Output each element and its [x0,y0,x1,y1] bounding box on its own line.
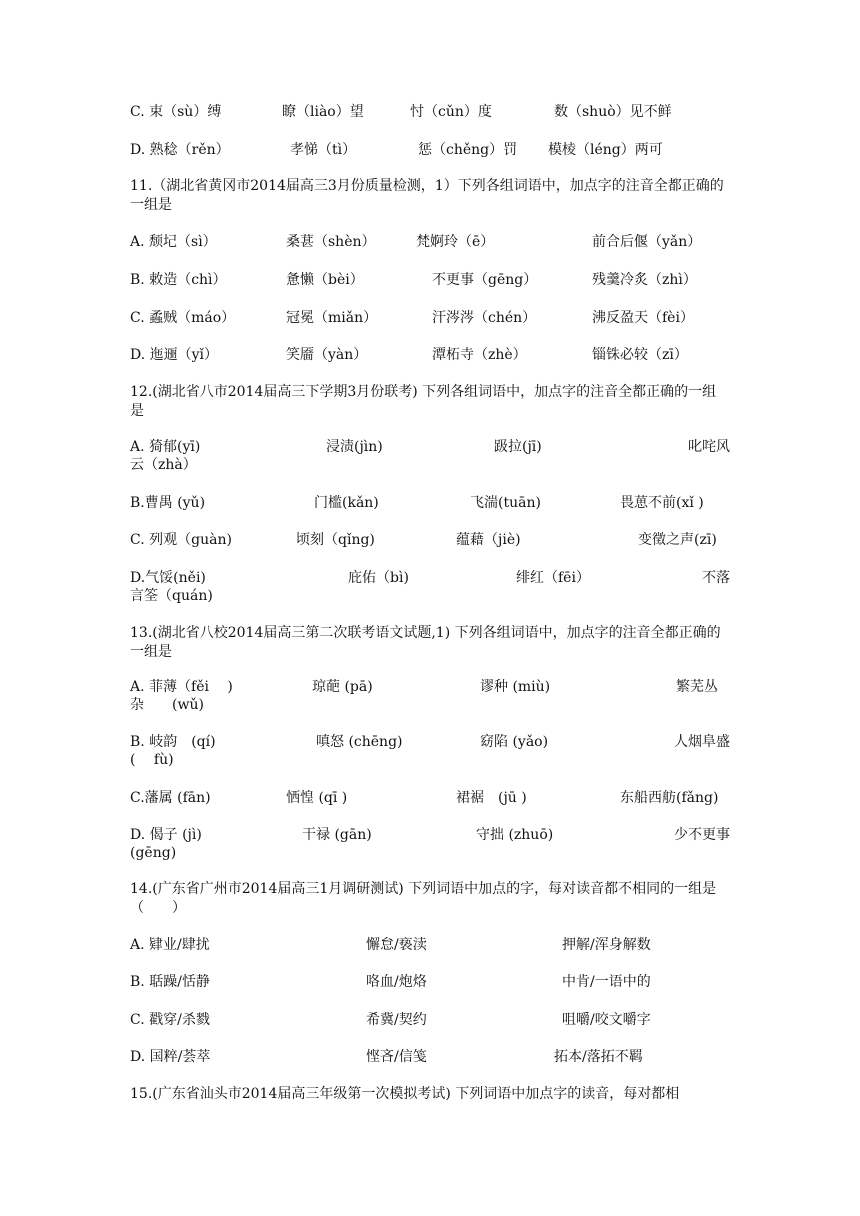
q13-b-3: 窈陷 (yǎo) [480,734,549,750]
q12-d-3: 绯红（fēi） [516,570,590,586]
q11-option-b [130,270,730,290]
q12-b-1: B.曹禺 (yǔ) [130,495,206,511]
q12-option-a [130,438,730,474]
q13-a-2: 琼葩 (pā) [312,679,373,695]
q11-d-3: 潭柘寺（zhè） [432,347,527,363]
q11-d-1: D. 迤逦（yǐ） [130,347,219,363]
q11-c-1: C. 蟊贼（máo） [130,310,236,326]
q12-d-2: 庇佑（bì) [348,570,409,586]
option-c-item-1: C. 束（sù）缚 [130,104,222,120]
q12-c-1: C. 列观（guàn) [130,532,232,548]
q14-a-2: 懈怠/亵渎 [366,937,427,953]
option-d-item-1: D. 熟稔（rěn） [130,142,230,158]
q14-d-1: D. 国粹/荟萃 [130,1049,211,1065]
question-11-title: 11.（湖北省黄冈市2014届高三3月份质量检测，1）下列各组词语中，加点字的注音全都正确的一组是 [130,178,724,213]
q11-option-d [130,345,730,365]
option-c-item-3: 忖（cǔn）度 [410,104,492,120]
q12-a-3: 趿拉(jī) [494,439,542,455]
q11-a-2: 桑葚（shèn） [286,234,376,250]
q12-c-4: 变徵之声(zī) [638,532,717,548]
q13-d-4-cont: (gēng) [130,845,177,861]
q13-b-2: 嗔怒 (chēng) [316,734,403,750]
q13-option-a [130,678,730,714]
option-row-d [130,140,730,160]
q11-c-2: 冠冕（miǎn） [286,310,378,326]
q13-d-4: 少不更事 [674,827,730,843]
q13-b-4-cont: ( fù) [130,752,174,768]
q11-option-c [130,308,730,328]
q13-a-3: 谬种 (miù) [480,679,551,695]
q12-option-b [130,493,730,513]
q11-a-1: A. 颓圮（sì） [130,234,217,250]
q13-option-d [130,826,730,862]
q12-a-4-cont: 云（zhà） [130,457,197,473]
q14-b-2: 咯血/炮烙 [366,974,427,990]
option-row-c [130,102,730,122]
option-d-item-2: 孝悌（tì） [290,142,357,158]
q12-b-2: 门槛(kǎn) [314,495,379,511]
q13-c-4: 东船西舫(fǎng) [620,790,719,806]
q12-option-d [130,569,730,605]
q11-d-2: 笑靥（yàn） [286,347,368,363]
q14-c-2: 希冀/契约 [366,1012,427,1028]
q13-a-4-cont: 杂 (wǔ) [130,697,204,713]
q13-c-2: 恓惶 (qī ) [286,790,348,806]
q13-d-2: 干禄 (gān) [302,827,372,843]
q13-a-4: 繁芜丛 [676,679,718,695]
q11-a-4: 前合后偃（yǎn） [592,234,702,250]
question-15-title: 15.(广东省汕头市2014届高三年级第一次模拟考试) 下列词语中加点字的读音，每对都相 [130,1086,680,1102]
q11-b-3: 不更事（gēng） [432,272,538,288]
q12-b-3: 飞湍(tuān) [470,495,541,511]
q11-c-3: 汗涔涔（chén） [432,310,537,326]
q12-c-3: 蕴藉（jiè) [456,532,521,548]
q12-a-4: 叱咤风 [688,439,730,455]
q14-c-1: C. 戳穿/杀戮 [130,1012,210,1028]
q14-a-3: 押解/浑身解数 [562,937,651,953]
q12-a-1: A. 猗郁(yī) [130,439,201,455]
q12-b-4: 畏葸不前(xǐ ) [620,495,704,511]
q11-option-a [130,232,730,252]
q13-b-4: 人烟阜盛 [674,734,730,750]
q13-d-1: D. 偈子 (jì) [130,827,202,843]
q14-c-3: 咀嚼/咬文嚼字 [562,1012,651,1028]
question-14-title: 14.(广东省广州市2014届高三1月调研测试) 下列词语中加点的字，每对读音都不相同的一组是（ ） [130,881,717,916]
q14-option-c [130,1010,730,1030]
q12-d-4-cont: 言筌（quán) [130,588,213,604]
q12-d-4: 不落 [702,570,730,586]
q12-d-1: D.气馁(něi) [130,570,206,586]
q14-a-1: A. 肄业/肆扰 [130,937,210,953]
q13-option-c [130,788,730,808]
q12-a-2: 浸渍(jìn) [326,439,383,455]
option-d-item-3: 惩（chěng）罚 [418,142,518,158]
q13-d-3: 守拙 (zhuō) [476,827,554,843]
q13-a-1: A. 菲薄（fěi ) [130,679,233,695]
q13-option-b [130,733,730,769]
q14-option-d [130,1047,730,1067]
q14-d-2: 悭吝/信笺 [366,1049,427,1065]
q11-c-4: 沸反盈天（fèi） [592,310,694,326]
q14-d-3: 拓本/落拓不羁 [554,1049,643,1065]
q11-a-3: 梵婀玲（ē） [416,234,495,250]
q14-b-3: 中肯/一语中的 [562,974,651,990]
q13-c-1: C.藩属 (fān) [130,790,211,806]
option-c-item-4: 数（shuò）见不鲜 [554,104,672,120]
question-12-title: 12.(湖北省八市2014届高三下学期3月份联考) 下列各组词语中，加点字的注音全都正确的一组是 [130,384,717,419]
q14-b-1: B. 聒躁/恬静 [130,974,210,990]
q11-d-4: 锱铢必较（zī） [592,347,688,363]
q11-b-4: 残羹冷炙（zhì） [592,272,697,288]
option-d-item-4: 模棱（léng）两可 [548,142,663,158]
q11-b-2: 惫懒（bèi） [286,272,364,288]
q12-c-2: 顷刻（qǐng) [296,532,375,548]
q12-option-c [130,530,730,550]
option-c-item-2: 瞭（liào）望 [282,104,364,120]
q14-option-a [130,935,730,955]
q13-b-1: B. 岐韵 (qí) [130,734,216,750]
q13-c-3: 裙裾 (jū ) [456,790,527,806]
q11-b-1: B. 敕造（chì） [130,272,227,288]
question-13-title: 13.(湖北省八校2014届高三第二次联考语文试题,1) 下列各组词语中，加点字的注音全都正确的一组是 [130,625,721,660]
q14-option-b [130,972,730,992]
